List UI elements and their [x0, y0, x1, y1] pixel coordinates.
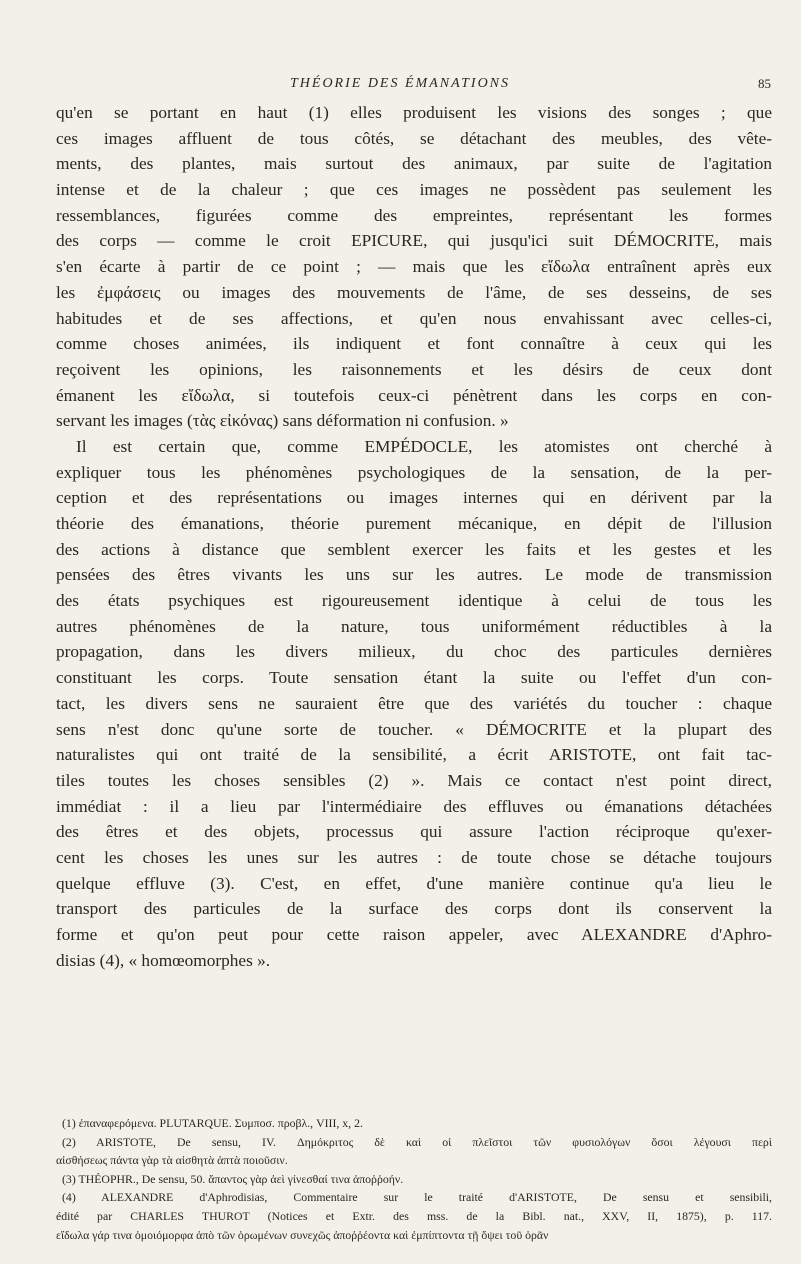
text-line: des états psychiques est rigoureusement identique à celui de tous les — [56, 591, 772, 611]
text-line: disias (4), « homœomorphes ». — [56, 950, 271, 970]
footnote-line: (4) ALEXANDRE d'Aphrodisias, Commentaire sur le traité d'ARISTOTE, De sensu et sensibili, — [62, 1190, 772, 1205]
footnotes — [56, 1114, 772, 1244]
text-line: ception et des représentations ou images internes qui en dérivent par la — [56, 488, 772, 508]
text-line: pensées des êtres vivants les uns sur les autres. Le mode de transmission — [56, 565, 772, 585]
footnote-line: (1) ἐπαναφερόμενα. PLUTARQUE. Συμποσ. προβλ., VIII, x, 2. — [62, 1116, 363, 1130]
footnote-line: édité par CHARLES THUROT (Notices et Extr. des mss. de la Bibl. nat., XXV, II, 1875), p. 117. — [56, 1208, 772, 1223]
text-line: autres phénomènes de la nature, tous uniformément réductibles à la — [56, 616, 772, 636]
text-line: des êtres et des objets, processus qui assure l'action réciproque qu'exer- — [56, 822, 772, 842]
body-text — [56, 100, 772, 973]
text-line: des actions à distance que semblent exercer les faits et les gestes et les — [56, 539, 772, 559]
text-line: immédiat : il a lieu par l'intermédiaire des effluves ou émanations détachées — [56, 796, 772, 816]
text-line: forme et qu'on peut pour cette raison appeler, avec ALEXANDRE d'Aphro- — [56, 925, 772, 944]
running-title: THÉORIE DES ÉMANATIONS — [290, 76, 511, 91]
text-line: des corps — comme le croit EPICURE, qui jusqu'ici suit DÉMOCRITE, mais — [56, 231, 772, 251]
footnote-line: (2) ARISTOTE, De sensu, IV. Δημόκριτος δὲ καὶ οἱ πλεῖστοι τῶν φυσιολόγων ὅσοι λέγουσι περὶ — [62, 1134, 772, 1149]
text-line: comme choses animées, ils indiquent et font connaître à ceux qui les — [56, 334, 772, 354]
text-line: constituant les corps. Toute sensation étant la suite ou l'effet d'un con- — [56, 668, 772, 688]
text-line: ressemblances, figurées comme des empreintes, représentant les formes — [56, 205, 772, 225]
text-line: tiles toutes les choses sensibles (2) ». Mais ce contact n'est point direct, — [56, 770, 772, 790]
text-line: expliquer tous les phénomènes psychologiques de la sensation, de la per- — [56, 462, 772, 482]
text-line: ces images affluent de tous côtés, se détachant des meubles, des vête- — [56, 128, 772, 148]
text-line: cent les choses les unes sur les autres : de toute chose se détache toujours — [56, 847, 772, 867]
text-line: théorie des émanations, théorie purement mécanique, en dépit de l'illusion — [56, 514, 772, 533]
text-line: servant les images (τὰς εἰκόνας) sans déformation ni confusion. » — [56, 411, 509, 431]
text-line: propagation, dans les divers milieux, du choc des particules dernières — [56, 642, 772, 662]
footnote-line: αἰσθήσεως πάντα γὰρ τὰ αἰσθητὰ ἁπτὰ ποιοῦσιν. — [56, 1153, 288, 1168]
text-line: les ἐμφάσεις ou images des mouvements de l'âme, de ses desseins, de ses — [56, 282, 772, 302]
text-line: qu'en se portant en haut (1) elles produisent les visions des songes ; que — [56, 103, 772, 122]
text-line: ments, des plantes, mais surtout des animaux, par suite de l'agitation — [56, 154, 772, 174]
page-number: 85 — [758, 76, 771, 91]
text-line: naturalistes qui ont traité de la sensibilité, a écrit ARISTOTE, ont fait tac- — [56, 745, 772, 765]
text-line: transport des particules de la surface des corps dont ils conservent la — [56, 899, 772, 919]
text-line: émanent les εἴδωλα, si toutefois ceux-ci pénètrent dans les corps en con- — [56, 385, 772, 405]
text-line: quelque effluve (3). C'est, en effet, d'une manière continue qu'a lieu le — [56, 873, 772, 893]
footnote-line: (3) THÉOPHR., De sensu, 50. ἅπαντος γὰρ ἀεὶ γίνεσθαί τινα ἀποῤῥοήν. — [62, 1171, 404, 1186]
text-line: intense et de la chaleur ; que ces images ne possèdent pas seulement les — [56, 180, 772, 200]
text-line: Il est certain que, comme EMPÉDOCLE, les atomistes ont cherché à — [76, 436, 772, 456]
text-line: habitudes et de ses affections, et qu'en nous envahissant avec celles-ci, — [56, 308, 772, 328]
text-line: sens n'est donc qu'une sorte de toucher. « DÉMOCRITE et la plupart des — [56, 719, 772, 739]
text-line: s'en écarte à partir de ce point ; — mais que les εἴδωλα entraînent après eux — [56, 257, 772, 277]
text-line: tact, les divers sens ne sauraient être que des variétés du toucher : chaque — [56, 693, 772, 713]
footnote-line: εἴδωλα γάρ τινα ὁμοιόμορφα ἀπὸ τῶν ὁρωμένων συνεχῶς ἀποῤῥέοντα καὶ ἐμπίπτοντα τῇ ὄψει τοῦ ὁρᾶν — [56, 1227, 549, 1242]
text-line: reçoivent les opinions, les raisonnements et les désirs de ceux dont — [56, 359, 772, 379]
